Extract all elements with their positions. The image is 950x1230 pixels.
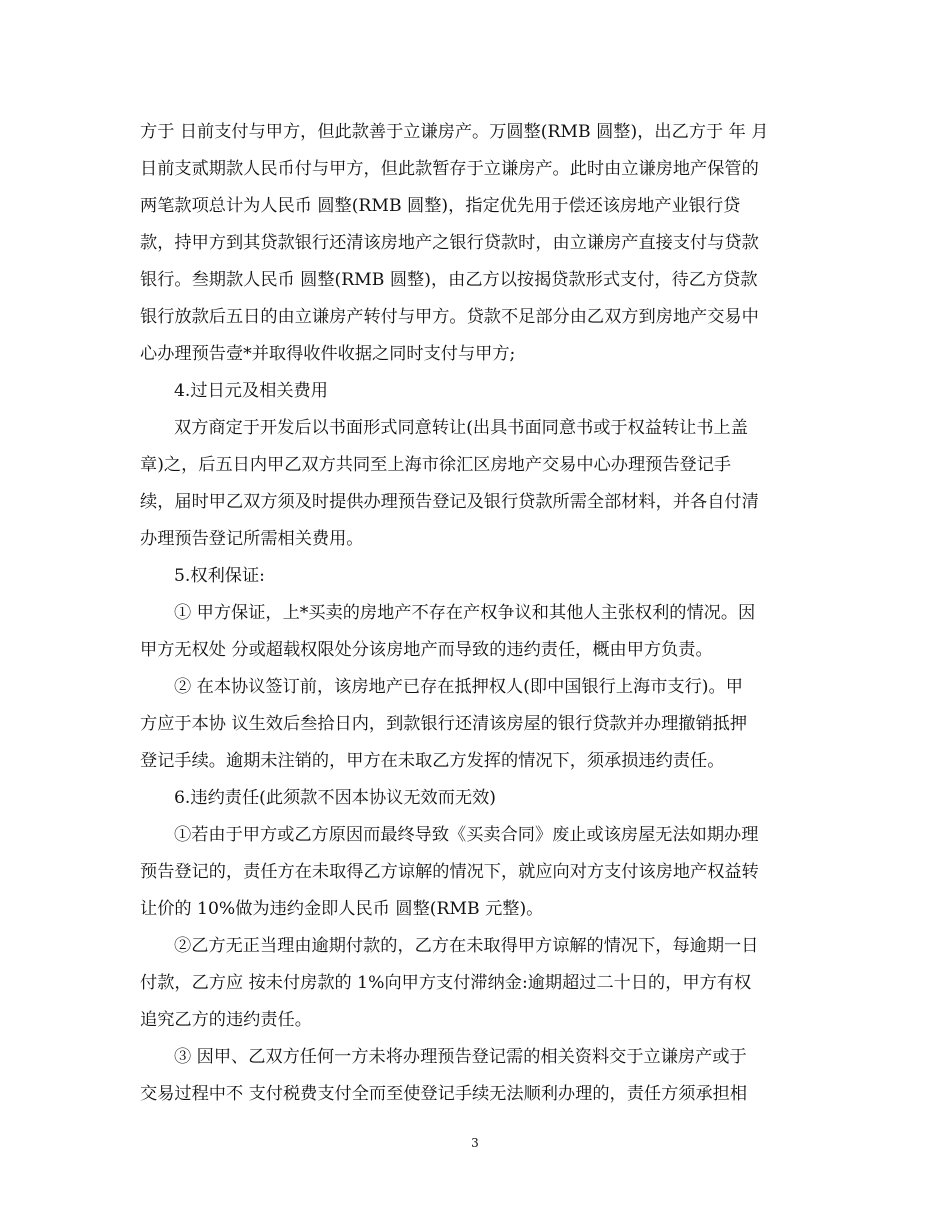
text-line: 交易过程中不 支付税费支付全而至使登记手续无法顺利办理的，责任方须承担相 bbox=[140, 1084, 748, 1104]
text-line: 甲方无权处 分或超载权限处分该房地产而导致的违约责任，概由甲方负责。 bbox=[140, 640, 713, 660]
text-line: 追究乙方的违约责任。 bbox=[140, 1010, 312, 1030]
text-line: 登记手续。逾期未注销的，甲方在未取乙方发挥的情况下，须承损违约责任。 bbox=[140, 751, 725, 771]
section-heading: 5.权利保证: bbox=[174, 566, 265, 586]
text-line: 银行放款后五日的由立谦房产转付与甲方。贷款不足部分由乙双方到房地产交易中 bbox=[140, 307, 759, 327]
text-line: 方应于本协 议生效后叁拾日内，到款银行还清该房屋的银行贷款并办理撤销抵押 bbox=[140, 714, 748, 734]
text-line: 付款，乙方应 按未付房款的 1%向甲方支付滞纳金:逾期超过二十日的，甲方有权 bbox=[140, 973, 752, 993]
text-line: 款，持甲方到其贷款银行还清该房地产之银行贷款时，由立谦房产直接支付与贷款 bbox=[140, 233, 759, 253]
text-line: 章)之，后五日内甲乙双方共同至上海市徐汇区房地产交易中心办理预告登记手 bbox=[140, 455, 732, 475]
section-heading: 6.违约责任(此须款不因本协议无效而无效) bbox=[174, 788, 496, 808]
text-line: 心办理预告壹*并取得收件收据之同时支付与甲方; bbox=[140, 344, 516, 364]
text-line: ①若由于甲方或乙方原因而最终导致《买卖合同》废止或该房屋无法如期办理 bbox=[174, 825, 759, 845]
text-line: 让价的 10%做为违约金即人民币 圆整(RMB 元整)。 bbox=[140, 899, 544, 919]
text-line: 双方商定于开发后以书面形式同意转让(出具书面同意书或于权益转让书上盖 bbox=[174, 418, 748, 438]
text-line: 日前支贰期款人民币付与甲方，但此款暂存于立谦房产。此时由立谦房地产保管的 bbox=[140, 159, 759, 179]
text-line: 办理预告登记所需相关费用。 bbox=[140, 529, 364, 549]
text-line: ① 甲方保证，上*买卖的房地产不存在产权争议和其他人主张权利的情况。因 bbox=[174, 603, 756, 623]
text-line: 两笔款项总计为人民币 圆整(RMB 圆整)，指定优先用于偿还该房地产业银行贷 bbox=[140, 196, 741, 216]
text-line: ② 在本协议签订前，该房地产已存在抵押权人(即中国银行上海市支行)。甲 bbox=[174, 677, 743, 697]
text-line: ③ 因甲、乙双方任何一方未将办理预告登记需的相关资料交于立谦房产或于 bbox=[174, 1047, 747, 1067]
text-line: ②乙方无正当理由逾期付款的，乙方在未取得甲方谅解的情况下，每逾期一日 bbox=[174, 936, 759, 956]
text-line: 银行。叁期款人民币 圆整(RMB 圆整)，由乙方以按揭贷款形式支付，待乙方贷款 bbox=[140, 270, 758, 290]
text-line: 预告登记的，责任方在未取得乙方谅解的情况下，就应向对方支付该房地产权益转 bbox=[140, 862, 759, 882]
section-heading: 4.过日元及相关费用 bbox=[174, 381, 328, 401]
text-line: 方于 日前支付与甲方，但此款善于立谦房产。万圆整(RMB 圆整)，出乙方于 年 月 bbox=[140, 122, 769, 142]
text-line: 续，届时甲乙双方须及时提供办理预告登记及银行贷款所需全部材料，并各自付清 bbox=[140, 492, 759, 512]
page-number: 3 bbox=[471, 1136, 479, 1150]
